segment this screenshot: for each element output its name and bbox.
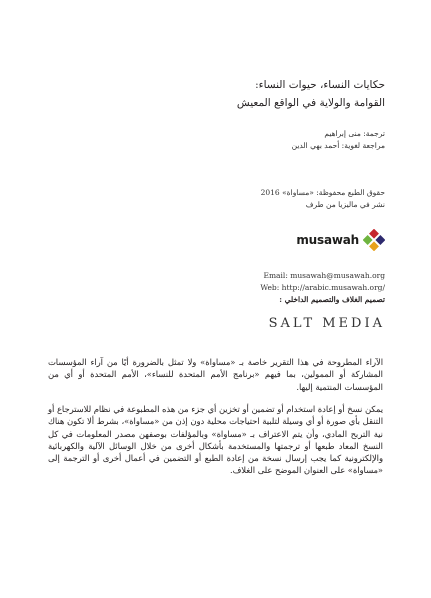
web-text: Web: http://arabic.musawah.org/	[260, 283, 385, 292]
reproduction-paragraph: يمكن نسخ أو إعادة استخدام أو تضمين أو تخزين أي جزء من هذه المطبوعة في نظام للاسترجاع أو التنقل بأي صورة أو أي وسيلة لتلبية احتياجات محلية دون إذن من «مساواة»، بشرط ألا تكون هناك نية التربح المادي، وأن يتم الاعتراف بـ «مساواة» وبالمؤلفات بوصفهن مصدر المعلومات في كل النسخ المعاد طبعها أو ترجمتها والمستخدمة بأشكال أخرى من خلال الوسائل الآلية والكهربائية والإلكترونية كما يجب إرسال نسخة من إعادة الطبع أو التضمين في أعمال أخرى أو الترجمة إلى «مساواة» على العنوان الموضح على الغلاف.	[48, 404, 383, 476]
logo-wordmark: musawah	[296, 233, 359, 247]
musawah-logo	[296, 229, 385, 251]
translation-credit: ترجمة: منى إبراهيم	[324, 129, 385, 138]
designer-name: SALT MEDIA	[268, 316, 385, 331]
disclaimer-paragraph: الآراء المطروحة في هذا التقرير خاصة بـ «مساواة» ولا تمثل بالضرورة أيًا من آراء المؤسسات المشاركة أو الممولين، بما فيهم «برنامج الأمم المتحدة للنساء»، الأمم المتحدة أو أي من المؤسسات المنتمية إليها.	[48, 357, 383, 392]
book-title	[125, 76, 385, 112]
rights	[125, 187, 385, 211]
title-line-1: حكايات النساء، حيوات النساء:	[255, 79, 385, 91]
title-line-2: القوامة والولاية في الواقع المعيش	[236, 97, 385, 109]
logo-mark-icon	[363, 229, 385, 251]
design-credit-label: تصميم الغلاف والتصميم الداخلي :	[279, 295, 385, 304]
published-text: نشر في ماليزيا من طرف	[305, 200, 385, 209]
review-credit: مراجعة لغوية: أحمد بهي الدين	[291, 141, 385, 150]
copyright-text: حقوق الطبع محفوظة: «مساواة» 2016	[260, 188, 385, 197]
contact-info	[125, 270, 385, 306]
email-text: Email: musawah@musawah.org	[263, 271, 385, 280]
credits	[125, 128, 385, 152]
